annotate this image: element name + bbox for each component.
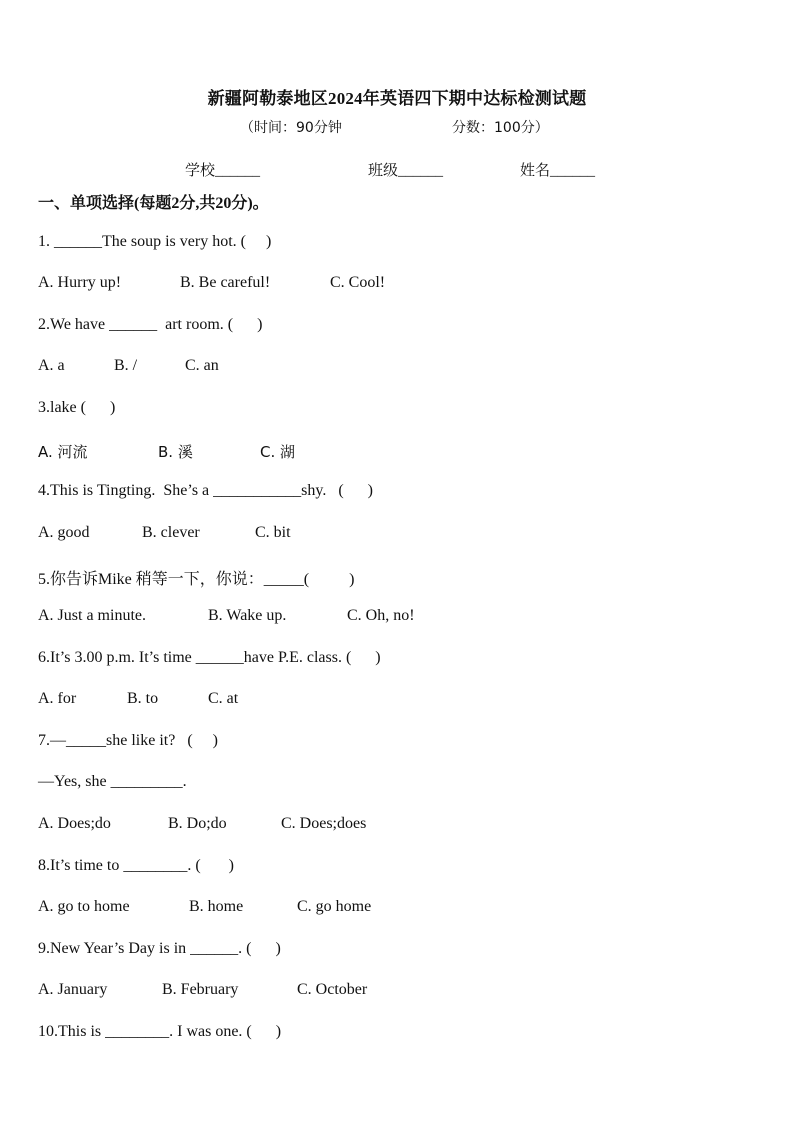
options-row-8: [38, 898, 738, 918]
options-row-2: [38, 357, 738, 377]
option-b: B. home: [189, 898, 244, 915]
exam-score: 分数：100分）: [452, 120, 549, 136]
option-b: B. clever: [142, 524, 200, 541]
option-b: B. February: [162, 981, 239, 998]
question-4: 4.This is Tingting. She’s a ___________shy. ( ): [38, 482, 373, 499]
option-a: A. 河流: [38, 443, 88, 461]
option-c: C. bit: [255, 524, 291, 541]
options-row-7: [38, 815, 738, 835]
option-c: C. Does;does: [281, 815, 367, 832]
option-a: A. good: [38, 524, 90, 541]
question-3: 3.lake ( ): [38, 399, 116, 416]
question-10: 10.This is ________. I was one. ( ): [38, 1023, 282, 1040]
school-field: 学校______: [185, 163, 261, 179]
options-row-6: [38, 690, 738, 710]
option-c: C. go home: [297, 898, 372, 915]
question-5: 5.你告诉Mike 稍等一下，你说：_____( ): [38, 571, 355, 588]
option-c: C. Oh, no!: [347, 607, 415, 624]
class-field: 班级______: [368, 163, 444, 179]
option-b: B. Do;do: [168, 815, 227, 832]
option-a: A. a: [38, 357, 65, 374]
question-1: 1. ______The soup is very hot. ( ): [38, 233, 272, 250]
option-c: C. at: [208, 690, 239, 707]
option-a: A. January: [38, 981, 108, 998]
option-b: B. Wake up.: [208, 607, 287, 624]
options-row-9: [38, 981, 738, 1001]
option-c: C. Cool!: [330, 274, 386, 291]
option-b: B. to: [127, 690, 159, 707]
option-c: C. an: [185, 357, 219, 374]
option-a: A. Hurry up!: [38, 274, 122, 291]
question-7: 7.—_____she like it? ( ): [38, 732, 218, 749]
question-6: 6.It’s 3.00 p.m. It’s time ______have P.E. class. ( ): [38, 649, 381, 666]
question-9: 9.New Year’s Day is in ______. ( ): [38, 940, 281, 957]
option-a: A. Does;do: [38, 815, 111, 832]
option-a: A. Just a minute.: [38, 607, 146, 624]
question-8: 8.It’s time to ________. ( ): [38, 857, 234, 874]
option-a: A. go to home: [38, 898, 130, 915]
options-row-4: [38, 524, 738, 544]
option-b: B. 溪: [158, 443, 193, 461]
options-row-5: [38, 607, 738, 627]
question-2: 2.We have ______ art room. ( ): [38, 316, 263, 333]
option-c: C. 湖: [260, 443, 296, 461]
section-heading: 一、单项选择(每题2分,共20分)。: [38, 195, 269, 212]
name-field: 姓名______: [520, 163, 596, 179]
page-title: 新疆阿勒泰地区2024年英语四下期中达标检测试题: [207, 89, 587, 108]
option-c: C. October: [297, 981, 368, 998]
options-row-3: [38, 441, 738, 461]
option-b: B. /: [114, 357, 138, 374]
options-row-1: [38, 274, 738, 294]
question-7-answer: —Yes, she _________.: [38, 773, 187, 790]
option-b: B. Be careful!: [180, 274, 271, 291]
exam-time: （时间：90分钟: [240, 120, 342, 136]
option-a: A. for: [38, 690, 77, 707]
